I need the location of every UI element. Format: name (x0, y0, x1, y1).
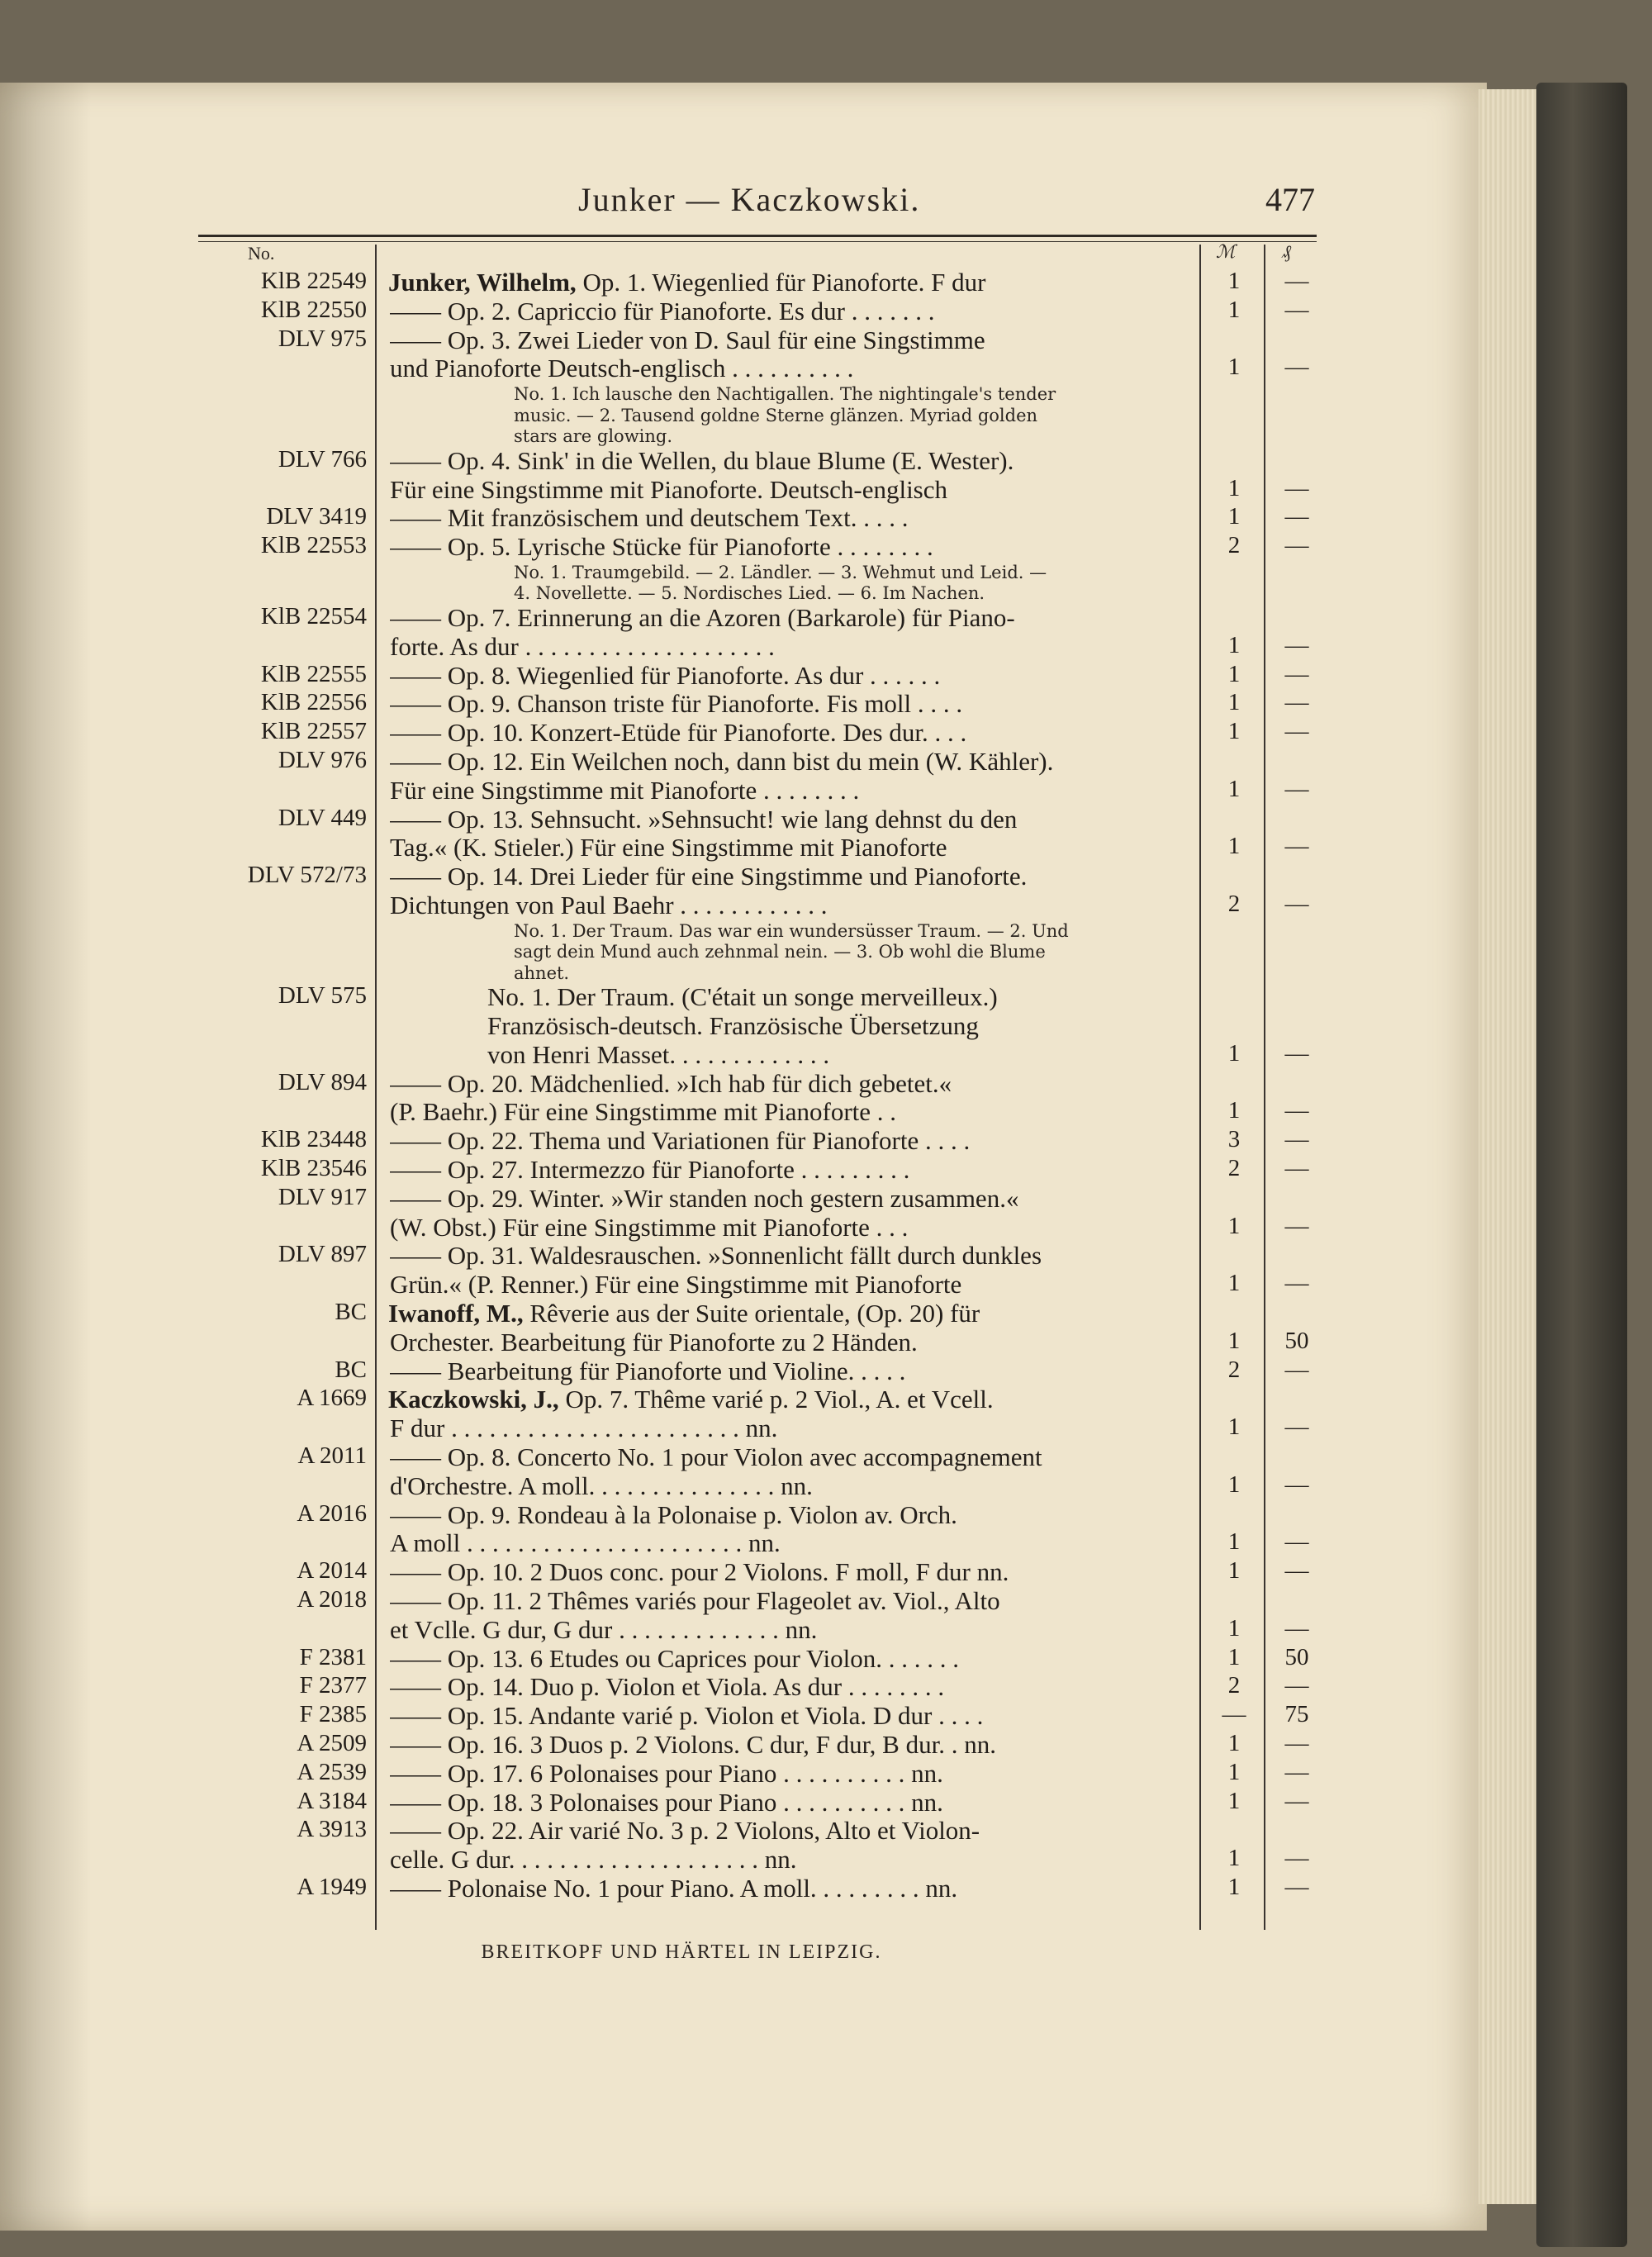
entry-title: Op. 1. Wiegenlied für Pianoforte. F dur (576, 268, 986, 297)
price-mark: 1 (1227, 631, 1241, 658)
price-pfennig: — (1284, 1155, 1309, 1181)
entry-title: No. 1. Der Traum. (C'était un songe merveilleux.) (487, 982, 998, 1012)
price-pfennig: — (1284, 1874, 1309, 1900)
entry-text (390, 1874, 1191, 1903)
price-pfennig: — (1284, 1126, 1309, 1153)
page-edges (1479, 89, 1543, 2204)
entry-text (390, 1672, 1191, 1702)
entry-title: —— Mit französischem und deutschem Text. . . . . (390, 503, 909, 533)
catalog-number: DLV 976 (278, 746, 367, 773)
entry-title: Tag.« (K. Stieler.) Für eine Singstimme mit Pianoforte (390, 833, 947, 862)
catalog-number: A 2011 (297, 1442, 367, 1469)
catalog-number: DLV 766 (278, 445, 367, 473)
price-mark: 1 (1227, 1643, 1241, 1670)
price-mark: 2 (1227, 1672, 1241, 1699)
price-mark: 1 (1227, 296, 1241, 323)
entry-title: forte. As dur . . . . . . . . . . . . . . . . . . . . (390, 631, 775, 661)
price-pfennig: — (1284, 833, 1309, 860)
entry-text (390, 661, 1191, 691)
entry-text (390, 1586, 1191, 1616)
entry-title: —— Op. 7. Erinnerung an die Azoren (Barkarole) für Piano- (390, 602, 1015, 632)
price-mark: 2 (1227, 890, 1241, 917)
entry-text (390, 1069, 1191, 1099)
entry-text (390, 446, 1191, 476)
entry-title: —— Op. 14. Duo p. Violon et Viola. As dur . . . . . . . . (390, 1672, 945, 1702)
entry-text (390, 1097, 1191, 1127)
entry-title: —— Op. 3. Zwei Lieder von D. Saul für eine Singstimme (390, 325, 985, 354)
price-pfennig: — (1284, 474, 1309, 501)
catalog-number: KlB 23546 (260, 1155, 367, 1181)
price-pfennig: — (1284, 890, 1309, 917)
entry-text (487, 1040, 1191, 1070)
entry-note: music. — 2. Tausend goldne Sterne glänzen. Myriad golden (514, 405, 1038, 425)
price-mark: 2 (1227, 532, 1241, 559)
entry-title: Dichtungen von Paul Baehr . . . . . . . . . . . . (390, 890, 828, 919)
entry-text (390, 603, 1191, 633)
entry-title: Rêverie aus der Suite orientale, (Op. 20) für (523, 1299, 980, 1328)
catalog-number: DLV 572/73 (247, 862, 367, 889)
price-mark: 2 (1227, 1155, 1241, 1181)
price-pfennig: — (1284, 268, 1309, 294)
entry-title: (P. Baehr.) Für eine Singstimme mit Pianoforte . . (390, 1097, 897, 1127)
column-divider-pf (1264, 245, 1265, 1930)
price-pfennig: — (1284, 1672, 1309, 1699)
entry-text (390, 1213, 1191, 1243)
entry-title: —— Op. 13. Sehnsucht. »Sehnsucht! wie lang dehnst du den (390, 804, 1018, 834)
entry-title: —— Op. 17. 6 Polonaises pour Piano . . . . . . . . . . nn. (390, 1758, 943, 1788)
price-pfennig: — (1284, 503, 1309, 530)
price-mark: 1 (1227, 268, 1241, 294)
price-mark: 1 (1227, 1097, 1241, 1124)
price-pfennig: — (1284, 718, 1309, 745)
catalog-number: A 2509 (297, 1730, 367, 1756)
entry-title: —— Op. 29. Winter. »Wir standen noch gestern zusammen.« (390, 1183, 1019, 1213)
entry-text (390, 1528, 1191, 1558)
catalog-number: KlB 22555 (260, 660, 367, 687)
price-pfennig: — (1284, 532, 1309, 559)
price-mark: 1 (1227, 474, 1241, 501)
entry-text (487, 1011, 1191, 1041)
publisher-footer: BREITKOPF UND HÄRTEL IN LEIPZIG. (481, 1941, 882, 1963)
entry-title: —— Op. 12. Ein Weilchen noch, dann bist du mein (W. Kähler). (390, 746, 1054, 776)
price-pfennig: — (1284, 660, 1309, 687)
entry-text (390, 1442, 1191, 1472)
entry-note: sagt dein Mund auch zehnmal nein. — 3. Ob wohl die Blume (514, 942, 1046, 962)
catalog-number: DLV 975 (278, 325, 367, 352)
price-mark: 1 (1227, 1270, 1241, 1297)
price-mark: 1 (1227, 354, 1241, 381)
price-mark: 1 (1227, 1730, 1241, 1756)
entry-title: —— Op. 31. Waldesrauschen. »Sonnenlicht fällt durch dunkles (390, 1241, 1042, 1271)
catalog-number: F 2381 (299, 1643, 367, 1670)
entry-text (390, 1644, 1191, 1674)
entry-title: —— Op. 27. Intermezzo für Pianoforte . . . . . . . . . (390, 1155, 910, 1184)
price-pfennig: — (1284, 631, 1309, 658)
catalog-number: A 3913 (297, 1816, 367, 1843)
entry-text (390, 805, 1191, 834)
entry-text (390, 475, 1191, 505)
price-mark: 1 (1227, 1787, 1241, 1814)
entry-text (390, 1730, 1191, 1760)
entry-text (390, 1615, 1191, 1645)
entry-title: —— Op. 15. Andante varié p. Violon et Viola. D dur . . . . (390, 1701, 984, 1731)
composer-entry (388, 1385, 1191, 1414)
catalog-number: KlB 23448 (260, 1126, 367, 1153)
entry-text (390, 747, 1191, 777)
price-mark: 1 (1227, 1039, 1241, 1067)
entry-text (390, 1759, 1191, 1789)
catalog-number: KlB 22557 (260, 718, 367, 745)
entry-title: Grün.« (P. Renner.) Für eine Singstimme mit Pianoforte (390, 1270, 962, 1300)
entry-text (390, 1184, 1191, 1214)
entry-title: celle. G dur. . . . . . . . . . . . . . . . . . . . nn. (390, 1845, 797, 1874)
entry-text (390, 632, 1191, 662)
price-pfennig: — (1284, 1528, 1309, 1556)
price-pfennig: — (1284, 1097, 1309, 1124)
running-header (0, 180, 1322, 230)
entry-text (390, 297, 1191, 326)
entry-title: —— Op. 22. Thema und Variationen für Pianoforte . . . . (390, 1126, 971, 1156)
entry-text (390, 1557, 1191, 1587)
catalog-number: A 2539 (297, 1758, 367, 1785)
price-pfennig: — (1284, 1845, 1309, 1872)
binding-shadow (0, 83, 91, 2231)
composer-name: Junker, Wilhelm, (388, 268, 577, 297)
entry-text (390, 891, 1191, 920)
catalog-number: DLV 449 (278, 804, 367, 831)
price-pfennig: — (1284, 1414, 1309, 1441)
price-mark: 1 (1227, 775, 1241, 802)
entry-title: —— Op. 2. Capriccio für Pianoforte. Es dur . . . . . . . (390, 296, 935, 325)
composer-entry (388, 268, 1191, 297)
entry-text (390, 325, 1191, 355)
entry-note: ahnet. (514, 962, 570, 983)
entry-title: d'Orchestre. A moll. . . . . . . . . . . . . . . nn. (390, 1471, 813, 1500)
entry-text (390, 1414, 1191, 1443)
price-pfennig: — (1284, 1557, 1309, 1585)
book-cover (1536, 83, 1627, 2247)
entry-text (390, 1241, 1191, 1271)
price-mark: 1 (1227, 689, 1241, 716)
price-mark: 1 (1227, 1614, 1241, 1642)
entry-title: —— Bearbeitung für Pianoforte und Violine. . . . . (390, 1356, 906, 1385)
price-mark: 1 (1227, 1845, 1241, 1872)
catalog-number: A 2018 (297, 1586, 367, 1613)
column-header-pf: ₰ (1282, 241, 1291, 262)
composer-name: Iwanoff, M., (388, 1299, 524, 1328)
entry-text (390, 1816, 1191, 1846)
entry-text (390, 1155, 1191, 1185)
price-pfennig: — (1284, 1787, 1309, 1814)
price-mark: 1 (1227, 833, 1241, 860)
entry-text (390, 1270, 1191, 1300)
price-mark: 1 (1227, 1528, 1241, 1556)
price-mark: 1 (1227, 1758, 1241, 1785)
entry-title: und Pianoforte Deutsch-englisch . . . . . . . . . . (390, 354, 854, 383)
entry-title: A moll . . . . . . . . . . . . . . . . . . . . . . nn. (390, 1528, 781, 1558)
entry-title: Op. 7. Thême varié p. 2 Viol., A. et Vcell. (558, 1385, 994, 1414)
column-header-mark: ℳ (1216, 241, 1236, 262)
price-mark: 1 (1227, 503, 1241, 530)
catalog-number: DLV 897 (278, 1241, 367, 1268)
entry-title: —— Op. 5. Lyrische Stücke für Pianoforte . . . . . . . . (390, 532, 933, 562)
price-pfennig: — (1284, 1212, 1309, 1239)
price-pfennig: — (1284, 1758, 1309, 1785)
entry-title: —— Op. 10. Konzert-Etüde für Pianoforte. Des dur. . . . (390, 718, 967, 748)
entry-text (390, 718, 1191, 748)
entry-text (390, 776, 1191, 805)
price-pfennig: — (1284, 1730, 1309, 1756)
entry-title: —— Op. 8. Wiegenlied für Pianoforte. As dur . . . . . . (390, 660, 941, 690)
catalog-number: DLV 894 (278, 1068, 367, 1095)
column-divider-mark (1199, 245, 1201, 1930)
catalog-number: BC (335, 1299, 367, 1325)
catalog-number: DLV 917 (278, 1183, 367, 1210)
catalog-number: F 2385 (299, 1701, 367, 1728)
price-pfennig: — (1284, 354, 1309, 381)
entry-text (390, 1328, 1191, 1357)
entry-note: stars are glowing. (514, 426, 673, 447)
price-pfennig: — (1284, 1270, 1309, 1297)
entry-title: —— Op. 4. Sink' in die Wellen, du blaue Blume (E. Wester). (390, 445, 1014, 475)
entry-title: —— Op. 9. Rondeau à la Polonaise p. Violon av. Orch. (390, 1499, 957, 1529)
entry-title: Für eine Singstimme mit Pianoforte. Deutsch-englisch (390, 474, 948, 504)
price-mark: — (1222, 1701, 1246, 1728)
catalog-number: DLV 3419 (266, 503, 367, 530)
price-pfennig: — (1284, 689, 1309, 716)
entry-text (390, 1357, 1191, 1386)
entry-title: —— Op. 20. Mädchenlied. »Ich hab für dich gebetet.« (390, 1068, 952, 1098)
price-mark: 1 (1227, 718, 1241, 745)
catalog-number: BC (335, 1356, 367, 1383)
entry-text (390, 503, 1191, 533)
catalog-number: A 2016 (297, 1499, 367, 1527)
price-mark: 1 (1227, 660, 1241, 687)
catalog-number: KlB 22549 (260, 268, 367, 294)
catalog-number: KlB 22550 (260, 296, 367, 323)
column-header-no: No. (248, 243, 275, 264)
entry-title: —— Op. 10. 2 Duos conc. pour 2 Violons. F moll, F dur nn. (390, 1557, 1009, 1587)
entry-text (390, 689, 1191, 719)
catalog-number: F 2377 (299, 1672, 367, 1699)
price-mark: 1 (1227, 1874, 1241, 1900)
entry-title: (W. Obst.) Für eine Singstimme mit Pianoforte . . . (390, 1212, 909, 1242)
entry-text (390, 1126, 1191, 1156)
catalog-number: A 1669 (297, 1385, 367, 1412)
entry-note: 4. Novellette. — 5. Nordisches Lied. — 6. Im Nachen. (514, 583, 985, 604)
entry-text (390, 354, 1191, 383)
price-mark: 1 (1227, 1557, 1241, 1585)
price-pfennig: — (1284, 775, 1309, 802)
price-pfennig: — (1284, 296, 1309, 323)
entry-title: Orchester. Bearbeitung für Pianoforte zu 2 Händen. (390, 1327, 918, 1357)
price-mark: 1 (1227, 1414, 1241, 1441)
price-pfennig: — (1284, 1039, 1309, 1067)
header-rule (198, 235, 1317, 237)
entry-text (390, 833, 1191, 862)
entry-title: —— Op. 11. 2 Thêmes variés pour Flageolet av. Viol., Alto (390, 1586, 1000, 1615)
page-title: Junker — Kaczkowski. (578, 181, 921, 218)
entry-title: Für eine Singstimme mit Pianoforte . . . . . . . . (390, 775, 860, 805)
entry-text (390, 862, 1191, 891)
price-mark: 1 (1227, 1327, 1241, 1354)
entry-text (390, 1701, 1191, 1731)
catalog-number: A 3184 (297, 1787, 367, 1814)
entry-text (390, 1471, 1191, 1501)
catalog-number: DLV 575 (278, 982, 367, 1010)
entry-note: No. 1. Ich lausche den Nachtigallen. The nightingale's tender (514, 384, 1056, 405)
price-pfennig: — (1284, 1356, 1309, 1383)
price-mark: 1 (1227, 1471, 1241, 1498)
entry-title: —— Op. 14. Drei Lieder für eine Singstimme und Pianoforte. (390, 862, 1028, 891)
entry-text (487, 982, 1191, 1012)
entry-title: —— Op. 16. 3 Duos p. 2 Violons. C dur, F dur, B dur. . nn. (390, 1730, 996, 1759)
composer-name: Kaczkowski, J., (388, 1385, 559, 1414)
catalog-number: KlB 22554 (260, 602, 367, 630)
entry-title: von Henri Masset. . . . . . . . . . . . . (487, 1039, 830, 1069)
price-mark: 1 (1227, 1212, 1241, 1239)
price-mark: 2 (1227, 1356, 1241, 1383)
entry-note: No. 1. Der Traum. Das war ein wundersüsser Traum. — 2. Und (514, 920, 1069, 941)
header-rule-thin (198, 241, 1317, 242)
entry-title: —— Op. 18. 3 Polonaises pour Piano . . . . . . . . . . nn. (390, 1787, 943, 1817)
price-pfennig: 50 (1284, 1643, 1309, 1670)
entry-title: —— Op. 8. Concerto No. 1 pour Violon avec accompagnement (390, 1442, 1042, 1471)
catalog-number: KlB 22553 (260, 532, 367, 559)
entry-title: —— Op. 13. 6 Etudes ou Caprices pour Violon. . . . . . . (390, 1643, 959, 1673)
price-pfennig: — (1284, 1614, 1309, 1642)
entry-text (390, 1788, 1191, 1817)
entry-title: —— Polonaise No. 1 pour Piano. A moll. . . . . . . . . nn. (390, 1874, 958, 1903)
entry-title: F dur . . . . . . . . . . . . . . . . . . . . . . . nn. (390, 1414, 778, 1443)
entry-title: —— Op. 22. Air varié No. 3 p. 2 Violons, Alto et Violon- (390, 1816, 980, 1846)
entry-title: Französisch-deutsch. Französische Übersetzung (487, 1011, 979, 1040)
entry-title: —— Op. 9. Chanson triste für Pianoforte. Fis moll . . . . (390, 689, 963, 719)
entry-note: No. 1. Traumgebild. — 2. Ländler. — 3. Wehmut und Leid. — (514, 562, 1047, 582)
column-divider-left (375, 245, 377, 1930)
page-number: 477 (1265, 181, 1315, 218)
price-pfennig: 75 (1284, 1701, 1309, 1728)
composer-entry (388, 1299, 1191, 1328)
entry-text (390, 1500, 1191, 1530)
entry-title: et Vclle. G dur, G dur . . . . . . . . . . . . . nn. (390, 1614, 818, 1644)
entry-text (390, 532, 1191, 562)
entry-text (390, 1845, 1191, 1874)
catalog-number: KlB 22556 (260, 689, 367, 716)
catalog-number: A 2014 (297, 1557, 367, 1585)
price-pfennig: 50 (1284, 1327, 1309, 1354)
price-pfennig: — (1284, 1471, 1309, 1498)
price-mark: 3 (1227, 1126, 1241, 1153)
catalog-number: A 1949 (297, 1874, 367, 1900)
